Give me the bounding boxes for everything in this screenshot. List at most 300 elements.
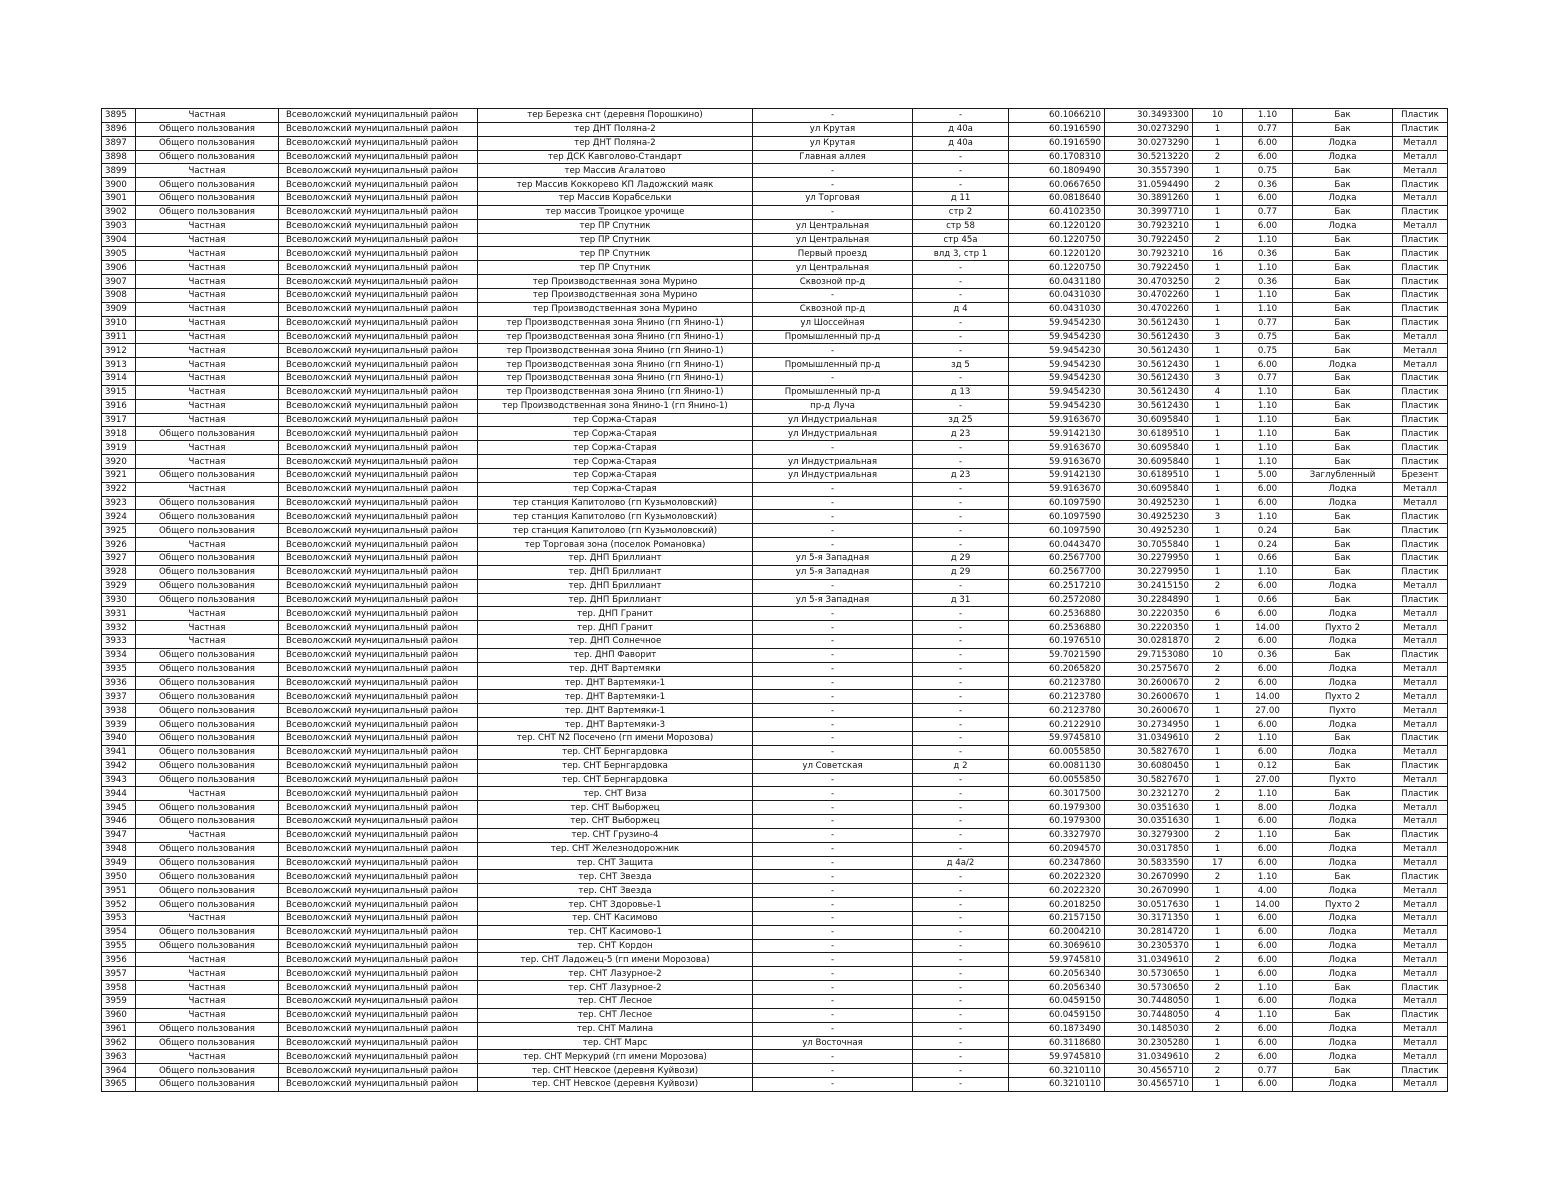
cell-longitude: 31.0594490 [1105, 178, 1193, 192]
cell-volume: 1.10 [1243, 510, 1293, 524]
cell-container-type: Бак [1293, 787, 1393, 801]
cell-latitude: 60.1873490 [1009, 1022, 1105, 1036]
table-row [102, 150, 1448, 164]
cell-street: - [753, 648, 913, 662]
cell-longitude: 30.6095840 [1105, 482, 1193, 496]
cell-street: ул Восточная [753, 1036, 913, 1050]
cell-longitude: 30.4925230 [1105, 524, 1193, 538]
cell-row-number: 3955 [102, 939, 136, 953]
cell-container-type: Лодка [1293, 953, 1393, 967]
cell-ownership: Частная [136, 164, 279, 178]
cell-territory: тер. ДНТ Вартемяки-3 [478, 718, 753, 732]
cell-container-count: 1 [1193, 427, 1243, 441]
cell-ownership: Частная [136, 288, 279, 302]
table-row [102, 925, 1448, 939]
cell-row-number: 3933 [102, 635, 136, 649]
cell-street: - [753, 482, 913, 496]
cell-container-count: 1 [1193, 1036, 1243, 1050]
cell-ownership: Общего пользования [136, 1022, 279, 1036]
cell-longitude: 30.2279950 [1105, 552, 1193, 566]
table-row [102, 718, 1448, 732]
cell-row-number: 3912 [102, 344, 136, 358]
cell-container-type: Бак [1293, 981, 1393, 995]
cell-house: - [913, 441, 1009, 455]
table-row [102, 109, 1448, 123]
cell-ownership: Частная [136, 247, 279, 261]
cell-territory: тер станция Капитолово (гп Кузьмоловский) [478, 510, 753, 524]
cell-material: Пластик [1393, 178, 1448, 192]
cell-ownership: Частная [136, 372, 279, 386]
cell-ownership: Частная [136, 967, 279, 981]
cell-street: Промышленный пр-д [753, 385, 913, 399]
cell-district: Всеволожский муниципальный район [279, 981, 478, 995]
cell-container-type: Лодка [1293, 496, 1393, 510]
cell-district: Всеволожский муниципальный район [279, 136, 478, 150]
cell-material: Пластик [1393, 981, 1448, 995]
cell-material: Металл [1393, 662, 1448, 676]
cell-longitude: 30.3279300 [1105, 828, 1193, 842]
cell-volume: 0.36 [1243, 247, 1293, 261]
cell-container-count: 1 [1193, 621, 1243, 635]
cell-latitude: 60.1066210 [1009, 109, 1105, 123]
cell-latitude: 60.2157150 [1009, 911, 1105, 925]
cell-material: Пластик [1393, 524, 1448, 538]
cell-container-type: Бак [1293, 593, 1393, 607]
cell-house: - [913, 372, 1009, 386]
cell-container-type: Бак [1293, 164, 1393, 178]
cell-latitude: 59.9163670 [1009, 441, 1105, 455]
table-row [102, 192, 1448, 206]
cell-container-count: 1 [1193, 302, 1243, 316]
cell-territory: тер. СНТ Виза [478, 787, 753, 801]
cell-territory: тер ПР Спутник [478, 219, 753, 233]
table-row [102, 565, 1448, 579]
cell-territory: тер Массив Коккорево КП Ладожский маяк [478, 178, 753, 192]
cell-territory: тер. СНТ Лазурное-2 [478, 967, 753, 981]
cell-material: Металл [1393, 358, 1448, 372]
cell-row-number: 3921 [102, 468, 136, 482]
cell-house: - [913, 731, 1009, 745]
cell-container-count: 17 [1193, 856, 1243, 870]
cell-row-number: 3908 [102, 288, 136, 302]
table-row [102, 801, 1448, 815]
cell-volume: 6.00 [1243, 358, 1293, 372]
cell-row-number: 3942 [102, 759, 136, 773]
cell-container-type: Лодка [1293, 358, 1393, 372]
cell-row-number: 3909 [102, 302, 136, 316]
cell-territory: тер Соржа-Старая [478, 468, 753, 482]
cell-container-count: 1 [1193, 344, 1243, 358]
cell-longitude: 30.4702260 [1105, 302, 1193, 316]
cell-district: Всеволожский муниципальный район [279, 122, 478, 136]
cell-row-number: 3956 [102, 953, 136, 967]
cell-district: Всеволожский муниципальный район [279, 358, 478, 372]
cell-ownership: Общего пользования [136, 773, 279, 787]
cell-container-type: Лодка [1293, 801, 1393, 815]
cell-container-type: Бак [1293, 247, 1393, 261]
cell-latitude: 60.3118680 [1009, 1036, 1105, 1050]
cell-district: Всеволожский муниципальный район [279, 164, 478, 178]
cell-longitude: 30.7448050 [1105, 995, 1193, 1009]
cell-container-type: Лодка [1293, 1050, 1393, 1064]
cell-ownership: Общего пользования [136, 662, 279, 676]
cell-longitude: 30.6095840 [1105, 413, 1193, 427]
cell-ownership: Частная [136, 261, 279, 275]
cell-street: - [753, 1022, 913, 1036]
cell-volume: 1.10 [1243, 302, 1293, 316]
cell-house: - [913, 815, 1009, 829]
cell-material: Пластик [1393, 372, 1448, 386]
cell-material: Металл [1393, 1036, 1448, 1050]
cell-street: ул Индустриальная [753, 413, 913, 427]
table-row [102, 399, 1448, 413]
cell-street: пр-д Луча [753, 399, 913, 413]
cell-row-number: 3917 [102, 413, 136, 427]
cell-container-count: 2 [1193, 1064, 1243, 1078]
cell-container-count: 2 [1193, 953, 1243, 967]
cell-street: - [753, 981, 913, 995]
cell-material: Металл [1393, 842, 1448, 856]
cell-material: Металл [1393, 1050, 1448, 1064]
table-row [102, 607, 1448, 621]
cell-container-count: 6 [1193, 607, 1243, 621]
cell-volume: 0.75 [1243, 164, 1293, 178]
cell-ownership: Общего пользования [136, 205, 279, 219]
cell-house: д 4 [913, 302, 1009, 316]
cell-container-type: Лодка [1293, 911, 1393, 925]
cell-territory: тер Производственная зона Янино (гп Янино-1) [478, 372, 753, 386]
cell-container-count: 1 [1193, 939, 1243, 953]
cell-street: ул Крутая [753, 136, 913, 150]
cell-latitude: 60.1708310 [1009, 150, 1105, 164]
cell-volume: 6.00 [1243, 745, 1293, 759]
cell-row-number: 3936 [102, 676, 136, 690]
cell-latitude: 60.2536880 [1009, 621, 1105, 635]
cell-row-number: 3947 [102, 828, 136, 842]
cell-longitude: 30.5612430 [1105, 385, 1193, 399]
cell-territory: тер ПР Спутник [478, 247, 753, 261]
cell-container-type: Заглубленный [1293, 468, 1393, 482]
cell-material: Металл [1393, 718, 1448, 732]
cell-district: Всеволожский муниципальный район [279, 995, 478, 1009]
cell-longitude: 30.7922450 [1105, 233, 1193, 247]
cell-house: - [913, 635, 1009, 649]
cell-container-type: Бак [1293, 316, 1393, 330]
cell-territory: тер. СНТ Здоровье-1 [478, 898, 753, 912]
table-row [102, 413, 1448, 427]
table-row [102, 302, 1448, 316]
cell-house: - [913, 1022, 1009, 1036]
cell-container-type: Лодка [1293, 1078, 1393, 1092]
cell-territory: тер. СНТ Лесное [478, 995, 753, 1009]
cell-district: Всеволожский муниципальный район [279, 385, 478, 399]
cell-street: - [753, 676, 913, 690]
cell-ownership: Общего пользования [136, 150, 279, 164]
cell-row-number: 3915 [102, 385, 136, 399]
cell-volume: 27.00 [1243, 773, 1293, 787]
cell-material: Пластик [1393, 552, 1448, 566]
cell-volume: 6.00 [1243, 496, 1293, 510]
cell-territory: тер Соржа-Старая [478, 455, 753, 469]
cell-container-count: 2 [1193, 981, 1243, 995]
cell-territory: тер Соржа-Старая [478, 427, 753, 441]
cell-container-count: 1 [1193, 911, 1243, 925]
cell-territory: тер Производственная зона Янино (гп Янино-1) [478, 385, 753, 399]
cell-house: - [913, 662, 1009, 676]
cell-ownership: Частная [136, 607, 279, 621]
cell-material: Брезент [1393, 468, 1448, 482]
cell-material: Металл [1393, 745, 1448, 759]
cell-street: - [753, 164, 913, 178]
cell-container-count: 1 [1193, 192, 1243, 206]
cell-container-type: Лодка [1293, 635, 1393, 649]
cell-row-number: 3960 [102, 1008, 136, 1022]
cell-street: ул Индустриальная [753, 427, 913, 441]
cell-district: Всеволожский муниципальный район [279, 399, 478, 413]
cell-longitude: 30.2600670 [1105, 704, 1193, 718]
cell-longitude: 30.3997710 [1105, 205, 1193, 219]
cell-ownership: Частная [136, 441, 279, 455]
table-row [102, 385, 1448, 399]
cell-longitude: 30.4703250 [1105, 275, 1193, 289]
cell-street: ул Крутая [753, 122, 913, 136]
cell-container-type: Бак [1293, 261, 1393, 275]
cell-row-number: 3937 [102, 690, 136, 704]
cell-district: Всеволожский муниципальный район [279, 552, 478, 566]
cell-house: стр 2 [913, 205, 1009, 219]
cell-territory: тер. ДНП Солнечное [478, 635, 753, 649]
table-row [102, 1008, 1448, 1022]
cell-latitude: 60.2004210 [1009, 925, 1105, 939]
cell-ownership: Общего пользования [136, 704, 279, 718]
table-row [102, 372, 1448, 386]
cell-street: - [753, 995, 913, 1009]
cell-volume: 14.00 [1243, 898, 1293, 912]
cell-row-number: 3901 [102, 192, 136, 206]
cell-longitude: 30.6095840 [1105, 455, 1193, 469]
cell-container-count: 2 [1193, 787, 1243, 801]
cell-ownership: Общего пользования [136, 178, 279, 192]
cell-volume: 6.00 [1243, 676, 1293, 690]
cell-latitude: 60.0459150 [1009, 995, 1105, 1009]
cell-volume: 0.36 [1243, 648, 1293, 662]
cell-container-count: 1 [1193, 205, 1243, 219]
table-row [102, 136, 1448, 150]
cell-latitude: 59.9745810 [1009, 731, 1105, 745]
cell-latitude: 60.2123780 [1009, 676, 1105, 690]
cell-material: Пластик [1393, 828, 1448, 842]
cell-district: Всеволожский муниципальный район [279, 1036, 478, 1050]
cell-row-number: 3948 [102, 842, 136, 856]
cell-container-count: 1 [1193, 482, 1243, 496]
table-row [102, 178, 1448, 192]
cell-container-type: Пухто [1293, 704, 1393, 718]
cell-territory: тер Соржа-Старая [478, 482, 753, 496]
cell-territory: тер. СНТ Бернгардовка [478, 773, 753, 787]
cell-container-count: 1 [1193, 1078, 1243, 1092]
cell-longitude: 30.4565710 [1105, 1064, 1193, 1078]
cell-ownership: Частная [136, 358, 279, 372]
cell-ownership: Общего пользования [136, 925, 279, 939]
cell-material: Металл [1393, 939, 1448, 953]
cell-district: Всеволожский муниципальный район [279, 593, 478, 607]
cell-material: Пластик [1393, 1064, 1448, 1078]
cell-house: - [913, 150, 1009, 164]
cell-material: Металл [1393, 801, 1448, 815]
cell-street: ул Советская [753, 759, 913, 773]
cell-territory: тер Соржа-Старая [478, 441, 753, 455]
cell-ownership: Частная [136, 787, 279, 801]
cell-house: - [913, 925, 1009, 939]
cell-material: Пластик [1393, 510, 1448, 524]
cell-territory: тер. ДНТ Вартемяки-1 [478, 690, 753, 704]
cell-ownership: Частная [136, 344, 279, 358]
cell-street: - [753, 607, 913, 621]
cell-latitude: 60.1097590 [1009, 496, 1105, 510]
cell-ownership: Частная [136, 330, 279, 344]
cell-ownership: Общего пользования [136, 552, 279, 566]
cell-container-type: Бак [1293, 1008, 1393, 1022]
cell-container-type: Бак [1293, 122, 1393, 136]
cell-district: Всеволожский муниципальный район [279, 773, 478, 787]
cell-volume: 6.00 [1243, 579, 1293, 593]
cell-ownership: Общего пользования [136, 1078, 279, 1092]
cell-ownership: Общего пользования [136, 136, 279, 150]
cell-latitude: 60.0667650 [1009, 178, 1105, 192]
cell-container-type: Лодка [1293, 842, 1393, 856]
cell-street: - [753, 524, 913, 538]
cell-row-number: 3907 [102, 275, 136, 289]
cell-street: - [753, 884, 913, 898]
cell-ownership: Общего пользования [136, 1036, 279, 1050]
cell-territory: тер Производственная зона Янино (гп Янино-1) [478, 358, 753, 372]
cell-district: Всеволожский муниципальный район [279, 925, 478, 939]
cell-volume: 6.00 [1243, 925, 1293, 939]
cell-latitude: 60.0055850 [1009, 745, 1105, 759]
cell-street: - [753, 815, 913, 829]
cell-street: - [753, 911, 913, 925]
cell-container-type: Лодка [1293, 815, 1393, 829]
cell-volume: 1.10 [1243, 787, 1293, 801]
cell-container-count: 2 [1193, 150, 1243, 164]
cell-ownership: Общего пользования [136, 579, 279, 593]
cell-container-count: 1 [1193, 773, 1243, 787]
cell-district: Всеволожский муниципальный район [279, 316, 478, 330]
cell-material: Металл [1393, 995, 1448, 1009]
cell-volume: 0.66 [1243, 593, 1293, 607]
cell-territory: тер. СНТ Невское (деревня Куйвози) [478, 1064, 753, 1078]
cell-material: Металл [1393, 344, 1448, 358]
cell-row-number: 3949 [102, 856, 136, 870]
table-row [102, 953, 1448, 967]
cell-district: Всеволожский муниципальный район [279, 455, 478, 469]
cell-longitude: 30.5612430 [1105, 399, 1193, 413]
cell-district: Всеволожский муниципальный район [279, 898, 478, 912]
cell-district: Всеволожский муниципальный район [279, 524, 478, 538]
cell-house: - [913, 455, 1009, 469]
cell-district: Всеволожский муниципальный район [279, 579, 478, 593]
cell-ownership: Частная [136, 953, 279, 967]
cell-ownership: Частная [136, 482, 279, 496]
cell-longitude: 30.4702260 [1105, 288, 1193, 302]
cell-street: - [753, 538, 913, 552]
cell-container-type: Бак [1293, 828, 1393, 842]
cell-ownership: Частная [136, 635, 279, 649]
cell-material: Пластик [1393, 759, 1448, 773]
cell-district: Всеволожский муниципальный район [279, 150, 478, 164]
table-row [102, 635, 1448, 649]
cell-territory: тер ДНТ Поляна-2 [478, 122, 753, 136]
cell-street: ул 5-я Западная [753, 552, 913, 566]
cell-district: Всеволожский муниципальный район [279, 178, 478, 192]
cell-container-count: 1 [1193, 413, 1243, 427]
cell-row-number: 3924 [102, 510, 136, 524]
cell-row-number: 3940 [102, 731, 136, 745]
cell-street: - [753, 773, 913, 787]
cell-house: - [913, 1078, 1009, 1092]
table-row [102, 870, 1448, 884]
table-row [102, 745, 1448, 759]
cell-street: - [753, 205, 913, 219]
cell-street: - [753, 662, 913, 676]
cell-container-count: 2 [1193, 635, 1243, 649]
cell-district: Всеволожский муниципальный район [279, 621, 478, 635]
cell-material: Пластик [1393, 205, 1448, 219]
cell-longitude: 30.6095840 [1105, 441, 1193, 455]
cell-volume: 6.00 [1243, 219, 1293, 233]
table-row [102, 787, 1448, 801]
cell-volume: 0.36 [1243, 178, 1293, 192]
cell-latitude: 60.1220120 [1009, 219, 1105, 233]
cell-latitude: 60.4102350 [1009, 205, 1105, 219]
table-row [102, 648, 1448, 662]
cell-latitude: 59.9454230 [1009, 399, 1105, 413]
cell-container-type: Бак [1293, 399, 1393, 413]
cell-row-number: 3895 [102, 109, 136, 123]
cell-house: - [913, 995, 1009, 1009]
cell-latitude: 59.9163670 [1009, 455, 1105, 469]
cell-territory: тер. СНТ Выборжец [478, 815, 753, 829]
cell-material: Пластик [1393, 109, 1448, 123]
cell-ownership: Общего пользования [136, 122, 279, 136]
cell-house: - [913, 496, 1009, 510]
cell-district: Всеволожский муниципальный район [279, 330, 478, 344]
cell-latitude: 60.2022320 [1009, 884, 1105, 898]
cell-ownership: Общего пользования [136, 759, 279, 773]
cell-longitude: 29.7153080 [1105, 648, 1193, 662]
cell-street: - [753, 496, 913, 510]
cell-house: - [913, 164, 1009, 178]
cell-container-count: 1 [1193, 524, 1243, 538]
cell-house: - [913, 967, 1009, 981]
cell-territory: тер. СНТ Звезда [478, 884, 753, 898]
cell-volume: 1.10 [1243, 288, 1293, 302]
cell-territory: тер. ДНТ Вартемяки-1 [478, 704, 753, 718]
cell-row-number: 3959 [102, 995, 136, 1009]
cell-container-type: Бак [1293, 524, 1393, 538]
table-row [102, 593, 1448, 607]
cell-longitude: 30.3891260 [1105, 192, 1193, 206]
cell-container-type: Бак [1293, 302, 1393, 316]
cell-latitude: 60.1220120 [1009, 247, 1105, 261]
cell-row-number: 3897 [102, 136, 136, 150]
cell-volume: 6.00 [1243, 1078, 1293, 1092]
cell-ownership: Общего пользования [136, 870, 279, 884]
cell-longitude: 30.5612430 [1105, 344, 1193, 358]
cell-street: - [753, 718, 913, 732]
cell-house: д 4а/2 [913, 856, 1009, 870]
cell-district: Всеволожский муниципальный район [279, 884, 478, 898]
